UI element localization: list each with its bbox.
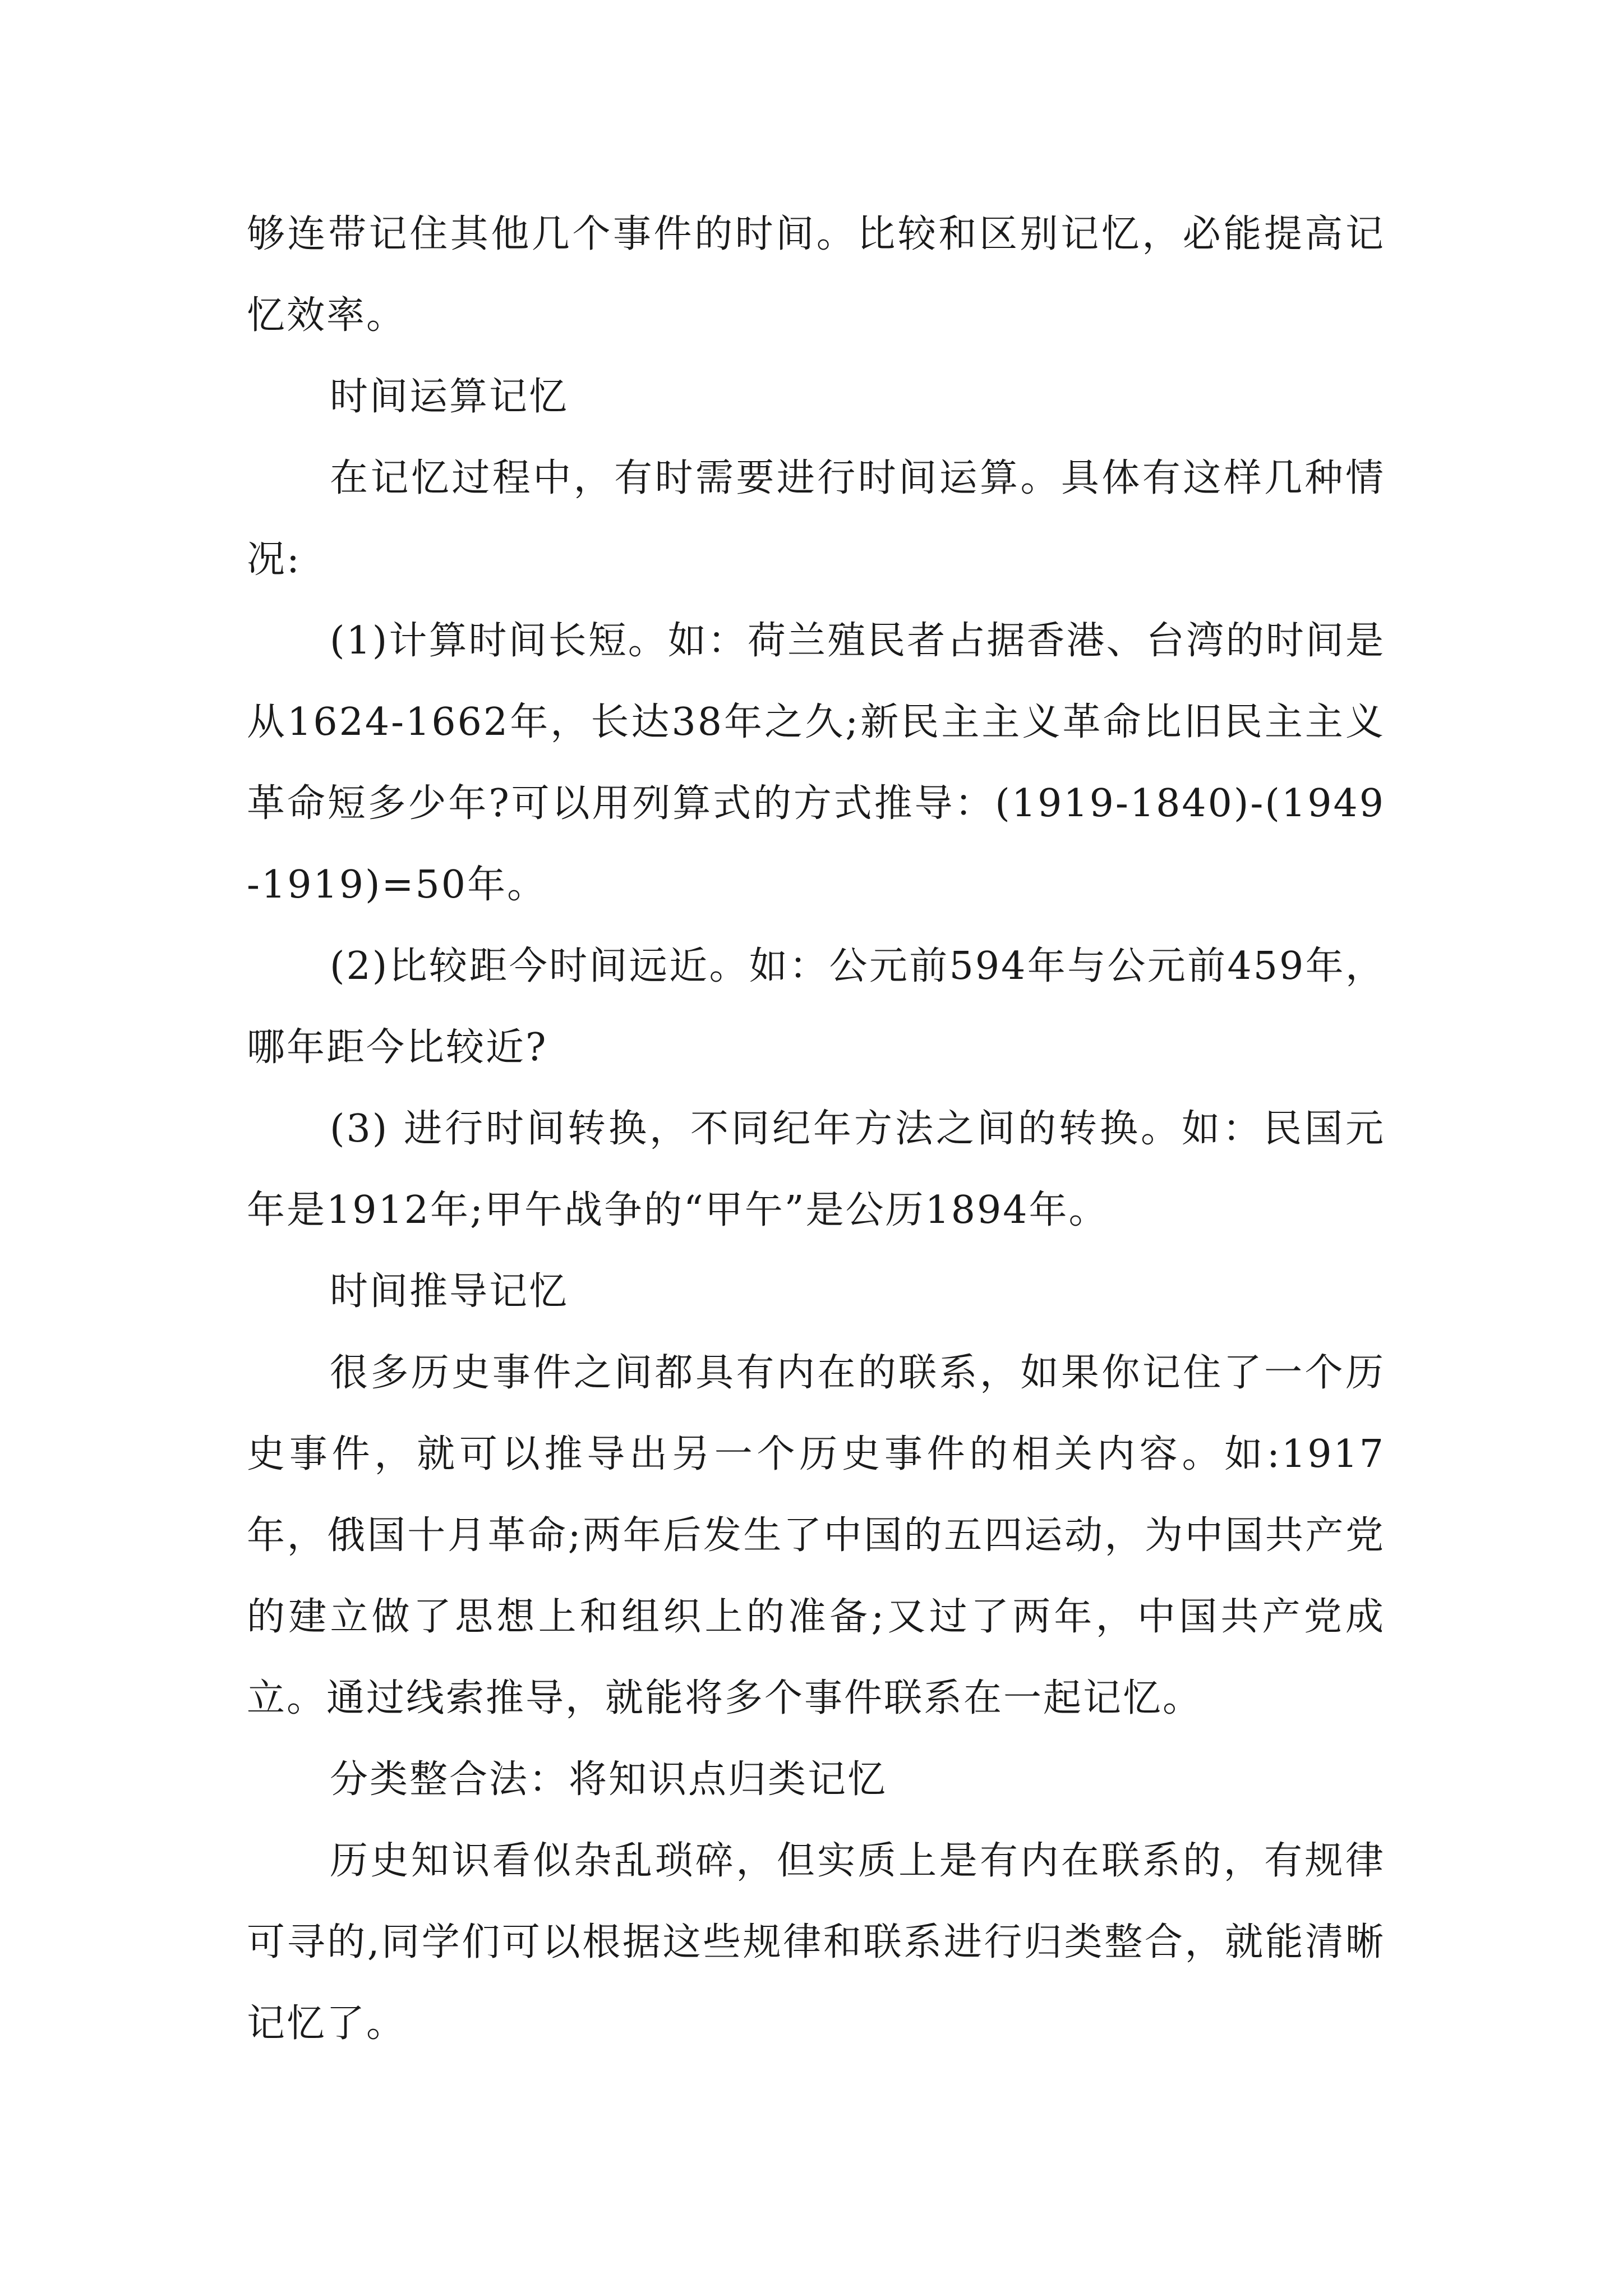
section-heading-classification: 分类整合法：将知识点归类记忆 [330,1757,888,1802]
document-body [247,194,1385,2064]
list-item-distance: (2)比较距今时间远近。如：公元前594年与公元前459年，哪年距今比较近? [247,944,1385,1070]
section-heading-time-calculation: 时间运算记忆 [330,375,569,419]
paragraph-classification: 历史知识看似杂乱琐碎，但实质上是有内在联系的，有规律可寻的,同学们可以根据这些规律和联系进行归类整合，就能清晰记忆了。 [247,1839,1385,2046]
paragraph-time-calculation-intro: 在记忆过程中，有时需要进行时间运算。具体有这样几种情况: [247,456,1385,582]
list-item-conversion: (3) 进行时间转换，不同纪年方法之间的转换。如：民国元年是1912年;甲午战争的“甲午”是公历1894年。 [247,1107,1385,1232]
list-item-duration: (1)计算时间长短。如：荷兰殖民者占据香港、台湾的时间是从1624-1662年，长达38年之久;新民主主义革命比旧民主主义革命短多少年?可以用列算式的方式推导：(1919-1840)-(1949-1919)=50年。 [247,619,1385,907]
paragraph-continuation: 够连带记住其他几个事件的时间。比较和区别记忆，必能提高记忆效率。 [247,212,1385,338]
section-heading-time-deduction: 时间推导记忆 [330,1269,569,1314]
paragraph-time-deduction: 很多历史事件之间都具有内在的联系，如果你记住了一个历史事件，就可以推导出另一个历史事件的相关内容。如:1917年，俄国十月革命;两年后发生了中国的五四运动，为中国共产党的建立做了思想上和组织上的准备;又过了两年，中国共产党成立。通过线索推导，就能将多个事件联系在一起记忆。 [247,1351,1385,1720]
